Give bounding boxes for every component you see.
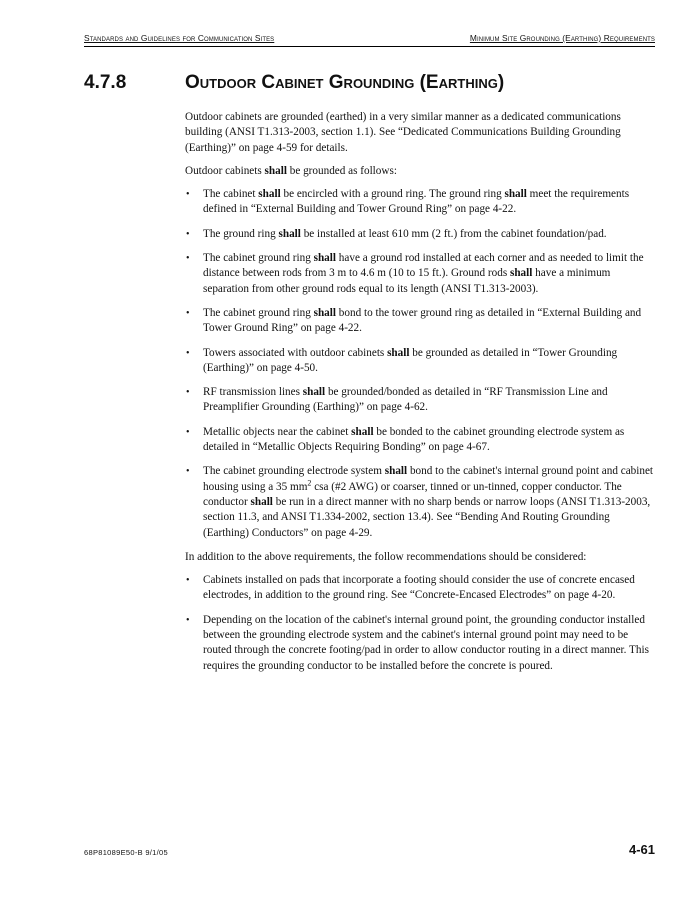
header-divider xyxy=(84,46,655,47)
requirement-item: • The cabinet shall be encircled with a ground ring. The ground ring shall meet the requirements defined in “External Building and Tower Ground Ring” on page 4-22. xyxy=(185,187,655,218)
running-header-left: Standards and Guidelines for Communication Sites xyxy=(84,33,275,43)
requirement-item: • The cabinet grounding electrode system shall bond to the cabinet's internal ground point and cabinet housing using a 35 $mm^2$ csa (#2 AWG) or coarser, tinned or un-tinned, copper conductor. The conductor shall be run in a direct manner with no sharp bends or narrow loops (ANSI T1.313-2003, section 11.3, and ANSI T1.334-2002, section 13.4). See “Bending And Routing Grounding (Earthing) Conductors” on page 4-29. xyxy=(185,464,655,540)
requirement-item: • RF transmission lines shall be grounded/bonded as detailed in “RF Transmission Line and Preamplifier Grounding (Earthing)” on page 4-62. xyxy=(185,385,655,416)
recommendations-list xyxy=(185,573,655,674)
recommendation-item: • Cabinets installed on pads that incorporate a footing should consider the use of concrete encased electrodes, in addition to the ground ring. See “Concrete-Encased Electrodes” on page 4-20. xyxy=(185,573,655,604)
intro-paragraph: Outdoor cabinets are grounded (earthed) in a very similar manner as a dedicated communications building (ANSI T1.313-2003, section 1.1). See “Dedicated Communications Building Grounding (Earthing)” on page 4-59 for details. xyxy=(185,111,621,154)
requirements-list xyxy=(185,187,655,541)
section-number: 4.7.8 xyxy=(84,72,127,93)
recommendations-intro: In addition to the above requirements, the follow recommendations should be considered: xyxy=(185,550,587,563)
requirement-item: • The ground ring shall be installed at least 610 mm (2 ft.) from the cabinet foundation/pad. xyxy=(185,227,655,242)
page-number: 4-61 xyxy=(628,842,655,857)
running-header-right: Minimum Site Grounding (Earthing) Requirements xyxy=(469,33,655,43)
section-title: Outdoor Cabinet Grounding (Earthing) xyxy=(185,72,505,93)
requirement-item: • The cabinet ground ring shall bond to the tower ground ring as detailed in “External Building and Tower Ground Ring” on page 4-22. xyxy=(185,306,655,337)
lead-in-text: Outdoor cabinets xyxy=(185,164,265,177)
requirement-item: • Metallic objects near the cabinet shall be bonded to the cabinet grounding electrode system as detailed in “Metallic Objects Requiring Bonding” on page 4-67. xyxy=(185,425,655,456)
lead-in-emphasis: shall xyxy=(264,164,287,177)
superscript-2: 2 xyxy=(307,477,312,487)
recommendation-item: • Depending on the location of the cabinet's internal ground point, the grounding conductor installed between the grounding electrode system and the cabinet's internal ground point may need to be routed through the concrete footing/pad in order to allow conductor routing in a direct manner. This requires the grounding conductor to be installed before the concrete is poured. xyxy=(185,613,655,674)
requirement-item: • Towers associated with outdoor cabinets shall be grounded as detailed in “Tower Grounding (Earthing)” on page 4-50. xyxy=(185,346,655,377)
requirement-item: • The cabinet ground ring shall have a ground rod installed at each corner and as needed to limit the distance between rods from 3 m to 4.6 m (10 to 15 ft.). Ground rods shall have a minimum separation from other ground rods equal to its length (ANSI T1.313-2003). xyxy=(185,251,655,297)
lead-in-text-end: be grounded as follows: xyxy=(286,164,397,177)
section-body xyxy=(185,110,655,683)
lead-in-paragraph xyxy=(185,164,655,179)
footer-document-id: 68P81089E50-B 9/1/05 xyxy=(84,848,168,857)
